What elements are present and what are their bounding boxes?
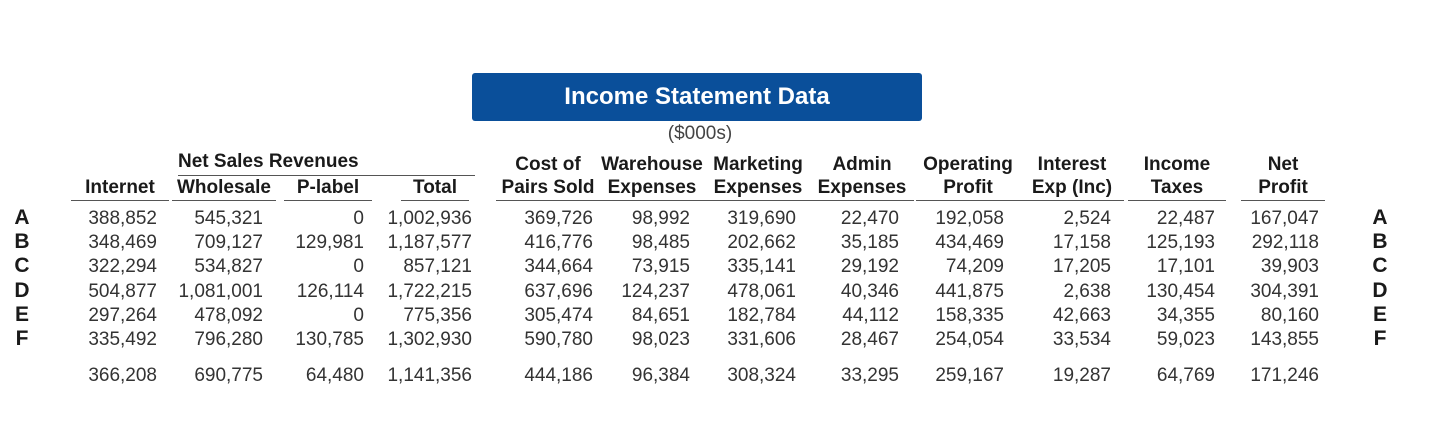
- table-cell: 709,127: [194, 232, 263, 253]
- column-header-line2: P-label: [296, 177, 360, 198]
- table-cell: 534,827: [194, 256, 263, 277]
- table-cell: 434,469: [935, 232, 1004, 253]
- table-cell: 74,209: [945, 256, 1004, 277]
- table-cell: 182,784: [727, 305, 796, 326]
- table-cell: 1,187,577: [387, 232, 472, 253]
- table-cell: 388,852: [88, 208, 157, 229]
- table-cell: 73,915: [631, 256, 690, 277]
- table-cell: 40,346: [840, 281, 899, 302]
- net-sales-group-header: Net Sales Revenues: [178, 151, 359, 172]
- table-cell: 34,355: [1156, 305, 1215, 326]
- table-cell: 22,470: [840, 208, 899, 229]
- table-cell: 59,023: [1156, 329, 1215, 350]
- column-header-underline: [284, 200, 372, 201]
- column-header-operating: [920, 153, 1016, 199]
- column-header-internet: [75, 176, 165, 199]
- table-cell: 2,638: [1063, 281, 1111, 302]
- table-cell: 348,469: [88, 232, 157, 253]
- column-header-line2: Taxes: [1150, 177, 1204, 198]
- table-cell: 775,356: [403, 305, 472, 326]
- table-cell: 335,141: [727, 256, 796, 277]
- column-header-line2: Expenses: [817, 177, 907, 198]
- row-label-left: D: [14, 279, 30, 302]
- average-cell: 19,287: [1052, 365, 1111, 386]
- table-cell: 796,280: [194, 329, 263, 350]
- table-cell: 545,321: [194, 208, 263, 229]
- table-cell: 1,302,930: [387, 329, 472, 350]
- average-cell: 64,769: [1156, 365, 1215, 386]
- table-cell: 292,118: [1251, 232, 1319, 253]
- table-cell: 319,690: [727, 208, 796, 229]
- average-cell: 444,186: [524, 365, 593, 386]
- table-cell: 17,101: [1156, 256, 1215, 277]
- table-cell: 17,158: [1052, 232, 1111, 253]
- table-cell: 304,391: [1250, 281, 1319, 302]
- table-cell: 130,454: [1146, 281, 1215, 302]
- row-label-left: B: [14, 230, 30, 253]
- table-cell: 17,205: [1052, 256, 1111, 277]
- column-header-interest: [1024, 153, 1120, 199]
- table-cell: 84,651: [631, 305, 690, 326]
- table-cell: 857,121: [403, 256, 472, 277]
- column-header-line1: Operating: [923, 154, 1013, 175]
- table-cell: 39,903: [1260, 256, 1319, 277]
- table-cell: 441,875: [935, 281, 1004, 302]
- column-header-underline: [1241, 200, 1325, 201]
- table-cell: 305,474: [524, 305, 593, 326]
- column-header-line1: Admin: [832, 154, 892, 175]
- table-cell: 42,663: [1052, 305, 1111, 326]
- table-cell: 98,023: [631, 329, 690, 350]
- table-cell: 126,114: [296, 281, 364, 302]
- column-header-line1: Net: [1267, 154, 1299, 175]
- table-cell: 254,054: [935, 329, 1004, 350]
- column-header-line1: Marketing: [713, 154, 803, 175]
- table-cell: 478,061: [727, 281, 796, 302]
- column-header-underline: [916, 200, 1020, 201]
- column-header-line2: Profit: [943, 177, 993, 198]
- column-header-line2: Wholesale: [177, 177, 271, 198]
- column-header-taxes: [1132, 153, 1222, 199]
- table-cell: 35,185: [840, 232, 899, 253]
- average-cell: 366,208: [88, 365, 157, 386]
- column-header-underline: [810, 200, 914, 201]
- table-cell: 124,237: [621, 281, 690, 302]
- table-cell: 331,606: [727, 329, 796, 350]
- column-header-line2: Expenses: [713, 177, 803, 198]
- average-cell: 171,246: [1250, 365, 1319, 386]
- average-cell: 96,384: [631, 365, 690, 386]
- column-header-line1: Interest: [1037, 154, 1107, 175]
- table-cell: 297,264: [88, 305, 157, 326]
- column-header-underline: [71, 200, 169, 201]
- column-header-underline: [172, 200, 276, 201]
- column-header-line1: Cost of: [515, 154, 581, 175]
- column-header-line1: Income: [1143, 154, 1211, 175]
- row-label-left: A: [14, 206, 30, 229]
- average-cell: 308,324: [727, 365, 796, 386]
- row-label-right: B: [1372, 230, 1388, 253]
- row-label-left: F: [15, 327, 29, 350]
- table-cell: 158,335: [935, 305, 1004, 326]
- column-header-net: [1245, 153, 1321, 199]
- table-cell: 44,112: [842, 305, 899, 326]
- column-header-admin: [814, 153, 910, 199]
- table-cell: 192,058: [935, 208, 1004, 229]
- column-header-underline: [1020, 200, 1124, 201]
- column-header-plabel: [288, 176, 368, 199]
- column-header-marketing: [710, 153, 806, 199]
- column-header-underline: [596, 200, 708, 201]
- table-cell: 0: [353, 208, 364, 229]
- table-cell: 29,192: [840, 256, 899, 277]
- column-header-underline: [401, 200, 469, 201]
- average-cell: 33,295: [840, 365, 899, 386]
- table-cell: 129,981: [295, 232, 364, 253]
- table-cell: 167,047: [1250, 208, 1319, 229]
- column-header-total: [405, 176, 465, 199]
- table-cell: 28,467: [840, 329, 899, 350]
- column-header-cogs: [500, 153, 596, 199]
- row-label-right: C: [1372, 254, 1388, 277]
- table-cell: 22,487: [1156, 208, 1215, 229]
- table-cell: 33,534: [1052, 329, 1111, 350]
- row-label-left: C: [14, 254, 30, 277]
- table-cell: 335,492: [88, 329, 157, 350]
- column-header-line2: Profit: [1258, 177, 1308, 198]
- average-cell: 1,141,356: [387, 365, 472, 386]
- table-cell: 478,092: [194, 305, 263, 326]
- table-cell: 637,696: [524, 281, 593, 302]
- column-header-wholesale: [176, 176, 272, 199]
- average-cell: 690,775: [194, 365, 263, 386]
- table-cell: 0: [353, 256, 364, 277]
- table-cell: 344,664: [524, 256, 593, 277]
- column-header-line2: Internet: [85, 177, 155, 198]
- table-cell: 80,160: [1260, 305, 1319, 326]
- table-title: Income Statement Data: [472, 73, 922, 121]
- table-cell: 2,524: [1063, 208, 1111, 229]
- table-cell: 125,193: [1146, 232, 1215, 253]
- table-cell: 98,485: [631, 232, 690, 253]
- table-cell: 504,877: [88, 281, 157, 302]
- average-cell: 64,480: [305, 365, 364, 386]
- table-cell: 590,780: [524, 329, 593, 350]
- row-label-right: D: [1372, 279, 1388, 302]
- row-label-right: A: [1372, 206, 1388, 229]
- row-label-left: E: [14, 303, 29, 326]
- row-label-right: E: [1372, 303, 1387, 326]
- units-subtitle: ($000s): [667, 123, 733, 144]
- table-cell: 1,081,001: [178, 281, 263, 302]
- table-cell: 0: [353, 305, 364, 326]
- row-label-right: F: [1373, 327, 1387, 350]
- table-cell: 322,294: [88, 256, 157, 277]
- table-cell: 416,776: [524, 232, 593, 253]
- average-cell: 259,167: [935, 365, 1004, 386]
- column-header-underline: [496, 200, 600, 201]
- column-header-line2: Exp (Inc): [1031, 177, 1113, 198]
- table-cell: 1,002,936: [387, 208, 472, 229]
- column-header-line1: Warehouse: [601, 154, 703, 175]
- table-cell: 130,785: [295, 329, 364, 350]
- table-cell: 98,992: [631, 208, 690, 229]
- column-header-warehouse: [600, 153, 704, 199]
- column-header-line2: Pairs Sold: [501, 177, 595, 198]
- column-header-line2: Expenses: [607, 177, 697, 198]
- column-header-line2: Total: [413, 177, 457, 198]
- column-header-underline: [1128, 200, 1226, 201]
- table-cell: 1,722,215: [387, 281, 472, 302]
- column-header-underline: [706, 200, 810, 201]
- table-cell: 369,726: [524, 208, 593, 229]
- table-cell: 202,662: [727, 232, 796, 253]
- table-cell: 143,855: [1250, 329, 1319, 350]
